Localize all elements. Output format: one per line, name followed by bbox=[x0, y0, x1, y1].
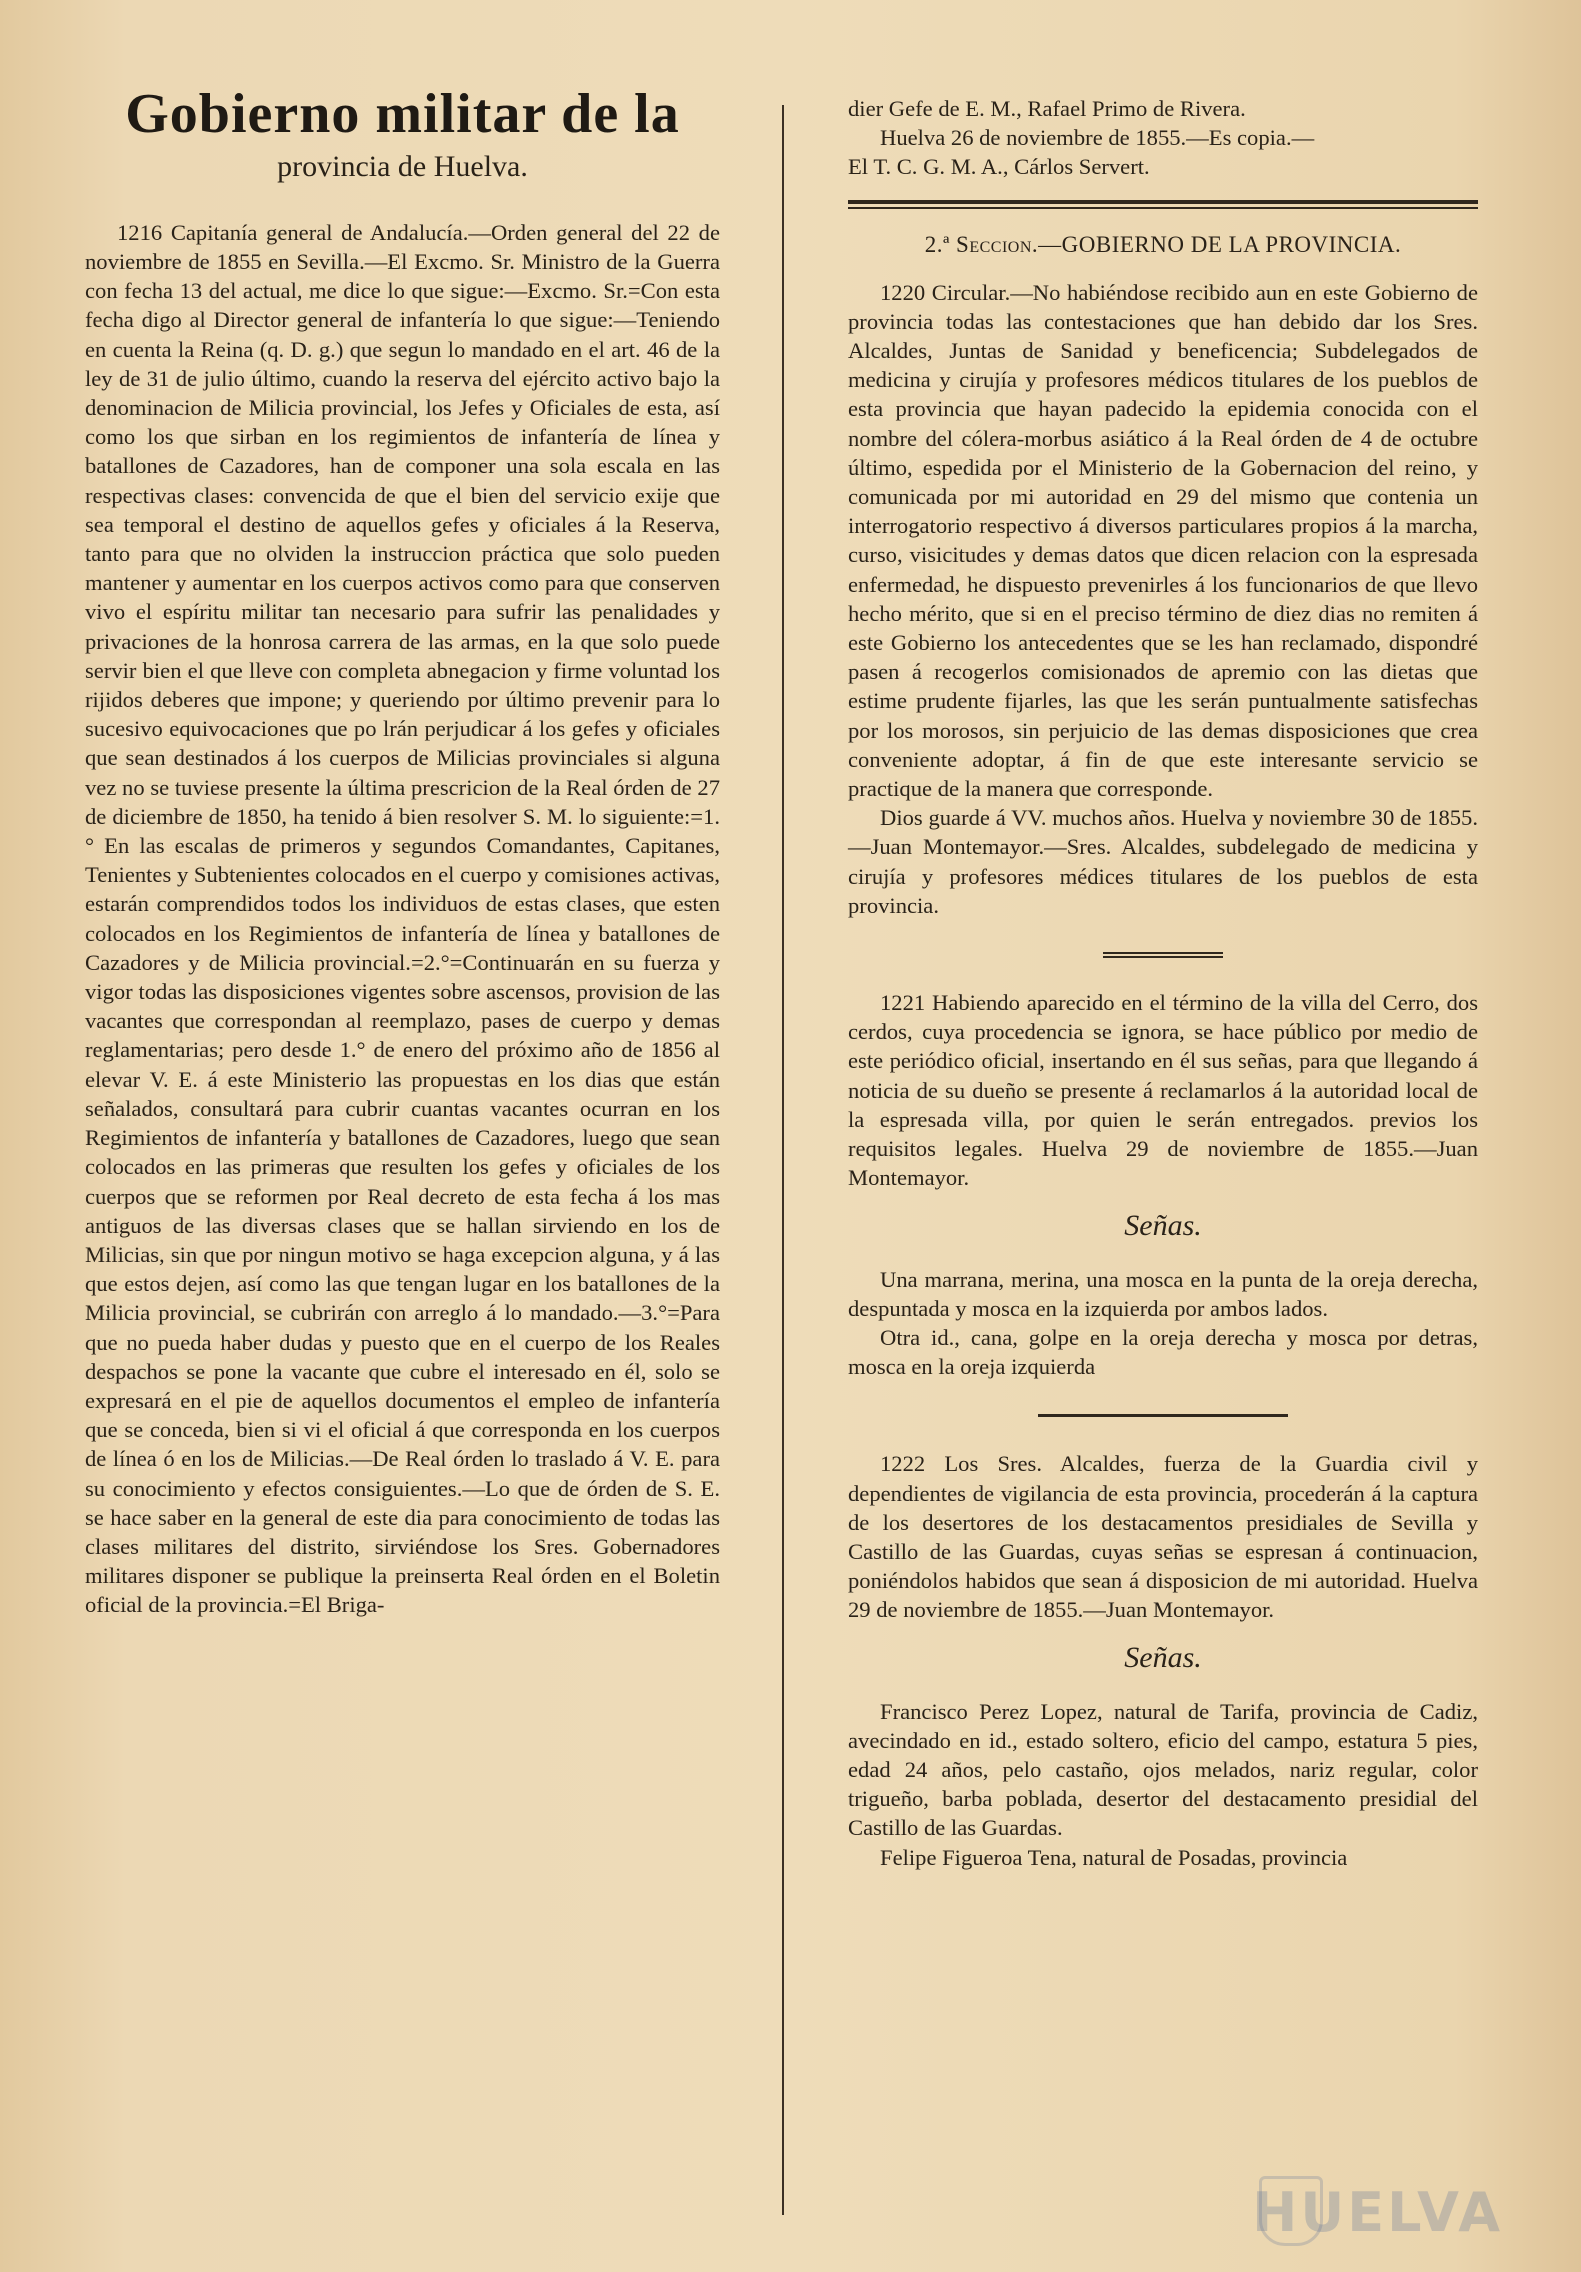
senas-1-description-b: Otra id., cana, golpe en la oreja derecha y mosca por detras, mosca en la oreja izquierda bbox=[848, 1324, 1478, 1380]
section-divider bbox=[848, 200, 1478, 210]
senas-2-description-a: Francisco Perez Lopez, natural de Tarifa, provincia de Cadiz, avecindado en id., estado soltero, eficio del campo, estatura 5 pies, edad 24 años, pelo castaño, ojos melados, nariz regular, color trigueño, barba poblada, desertor del destacamento presidial del Castillo de las Guardas. bbox=[848, 1698, 1478, 1841]
ornament-divider bbox=[1038, 1411, 1288, 1419]
masthead-subtitle: provincia de Huelva. bbox=[277, 149, 528, 183]
senas-1-description-a: Una marrana, merina, una mosca en la punta de la oreja derecha, despuntada y mosca en la izquierda por ambos lados. bbox=[848, 1266, 1478, 1321]
masthead-title: Gobierno militar de la bbox=[125, 83, 680, 145]
continuation-line: dier Gefe de E. M., Rafael Primo de Rivera. bbox=[848, 96, 1246, 121]
senas-heading: Señas. bbox=[1124, 1208, 1202, 1242]
section-heading bbox=[848, 232, 1478, 258]
item-divider bbox=[1103, 952, 1223, 958]
item-1221-paragraph: 1221 Habiendo aparecido en el término de la villa del Cerro, dos cerdos, cuya procedencia se ignora, se hace público por medio de este periódico oficial, insertando en él sus señas, para que llegando á noticia de su dueño se presente á reclamarlos á la autoridad local de la espresada villa, por quien le serán entregados. previos los requisitos legales. Huelva 29 de noviembre de 1855.—Juan Montemayor. bbox=[848, 990, 1478, 1191]
section-name: —GOBIERNO DE LA PROVINCIA. bbox=[1038, 231, 1402, 257]
senas-heading-2: Señas. bbox=[1124, 1640, 1202, 1674]
section-number: 2.ª Seccion. bbox=[924, 231, 1039, 257]
order-1216-paragraph: 1216 Capitanía general de Andalucía.—Orden general del 22 de noviembre de 1855 en Sevilla.—El Excmo. Sr. Ministro de la Guerra con fecha 13 del actual, me dice lo que sigue:—Excmo. Sr.=Con esta fecha digo al Director general de infantería lo que sigue:—Teniendo en cuenta la Reina (q. D. g.) que segun lo mandado en el art. 46 de la ley de 31 de julio último, cuando la reserva del ejército activo bajo la denominacion de Milicia provincial, los Jefes y Oficiales de esta, así como los que sirban en los regimientos de infantería de línea y batallones de Cazadores, han de componer una sola escala en las respectivas clases: convencida de que el bien del servicio exije que sea temporal el destino de aquellos gefes y oficiales á la Reserva, tanto para que no olviden la instruccion práctica que solo pueden mantener y aumentar en los cuerpos activos como para que conserven vivo el espíritu militar tan necesario para sufrir las penalidades y privaciones de la honrosa carrera de las armas, en la que solo puede servir bien el que lleve con completa abnegacion y firme voluntad los rijidos deberes que impone; y queriendo por último prevenir para lo sucesivo equivocaciones que po lrán perjudicar á los gefes y oficiales que sean destinados á los cuerpos de Milicias provinciales si alguna vez no se tuviese presente la última prescricion de la Real órden de 27 de diciembre de 1850, ha tenido á bien resolver S. M. lo siguiente:=1.° En las escalas de primeros y segundos Comandantes, Capitanes, Tenientes y Subtenientes colocados en el cuerpo y comisiones activas, estarán comprendidos todos los individuos de estas clases, que esten colocados en los Regimientos de infantería de línea y batallones de Cazadores y de Milicia provincial.=2.°=Continuarán en su fuerza y vigor todas las disposiciones vigentes sobre ascensos, provision de las vacantes que correspondan al reemplazo, pases de cuerpo y demas reglamentarias; pero desde 1.° de enero del próximo año de 1856 al elevar V. E. á este Ministerio las propuestas en los dias que están señalados, consultará para cubrir cuantas vacantes ocurran en los Regimientos de infantería y batallones de Cazadores, luego que sean colocados en las primeras que resulten los gefes y oficiales de los cuerpos que se reformen por Real decreto de esta fecha á los mas antiguos de las diversas clases que se hallan sirviendo en los de Milicias, sin que por ningun motivo se haga excepcion alguna, y á las que estos dejen, así como las que tengan lugar en los batallones de la Milicia provincial, se cubrirán con arreglo á lo mandado.—3.°=Para que no pueda haber dudas y puesto que en el cuerpo de los Reales despachos se pone la vacante que cubre el interesado en él, solo se expresará en el pie de aquellos documentos el empleo de infantería que se conceda, bien si vi el oficial á que corresponda en los cuerpos de línea ó en los de Milicias.—De Real órden lo traslado á V. E. para su conocimiento y efectos consiguientes.—Lo que de órden de S. E. se hace saber en la general de este dia para conocimiento de todas las clases militares del distrito, sirviéndose los Sres. Gobernadores militares disponer se publique la preinserta Real órden en el Boletin oficial de la provincia.=El Briga- bbox=[85, 219, 720, 1618]
left-column bbox=[85, 0, 720, 1620]
continuation-date: Huelva 26 de noviembre de 1855.—Es copia.— bbox=[880, 125, 1315, 151]
item-1220-closing: Dios guarde á VV. muchos años. Huelva y noviembre 30 de 1855.—Juan Montemayor.—Sres. Alcaldes, subdelegado de medicina y cirujía y profesores médices titulares de los pueblos de esta provincia. bbox=[848, 805, 1478, 918]
item-1222-paragraph: 1222 Los Sres. Alcaldes, fuerza de la Guardia civil y dependientes de vigilancia de esta provincia, procederán á la captura de los desertores de los destacamentos presidiales de Sevilla y Castillo de las Guardas, cuyas señas se espresan á continuacion, poniéndolos habidos que sean á disposicion de mi autoridad. Huelva 29 de noviembre de 1855.—Juan Montemayor. bbox=[848, 1451, 1478, 1623]
senas-2-description-b: Felipe Figueroa Tena, natural de Posadas, provincia bbox=[880, 1844, 1348, 1870]
right-column bbox=[848, 94, 1478, 1872]
item-1220-paragraph: 1220 Circular.—No habiéndose recibido aun en este Gobierno de provincia todas las contestaciones que han debido dar los Sres. Alcaldes, Juntas de Sanidad y beneficencia; Subdelegados de medicina y cirujía y profesores médicos titulares de los pueblos de esta provincia que hayan padecido la epidemia conocida con el nombre del cólera-morbus asiático á la Real órden de 4 de octubre último, espedida por el Ministerio de la Gobernacion del reino, y comunicada por mi autoridad en 29 del mismo que contenia un interrogatorio respectivo á diversos particulares propios á la marcha, curso, visicitudes y demas datos que dicen relacion con la espresada enfermedad, he dispuesto prevenirles á los funcionarios de que llevo hecho mérito, que si en el preciso término de diez dias no remiten á este Gobierno los antecedentes que se les han reclamado, dispondré pasen á recogerlos comisionados de apremio con las dietas que estime prudente fijarles, las que les serán puntualmente satisfechas por los morosos, sin perjuicio de las demas disposiciones que crea conveniente adoptar, á fin de que este interesante servicio se practique de la manera que corresponde. bbox=[848, 279, 1478, 802]
column-divider bbox=[782, 105, 784, 2215]
watermark-logo: HUELVA bbox=[1252, 2181, 1503, 2244]
continuation-signature: El T. C. G. M. A., Cárlos Servert. bbox=[848, 154, 1150, 180]
